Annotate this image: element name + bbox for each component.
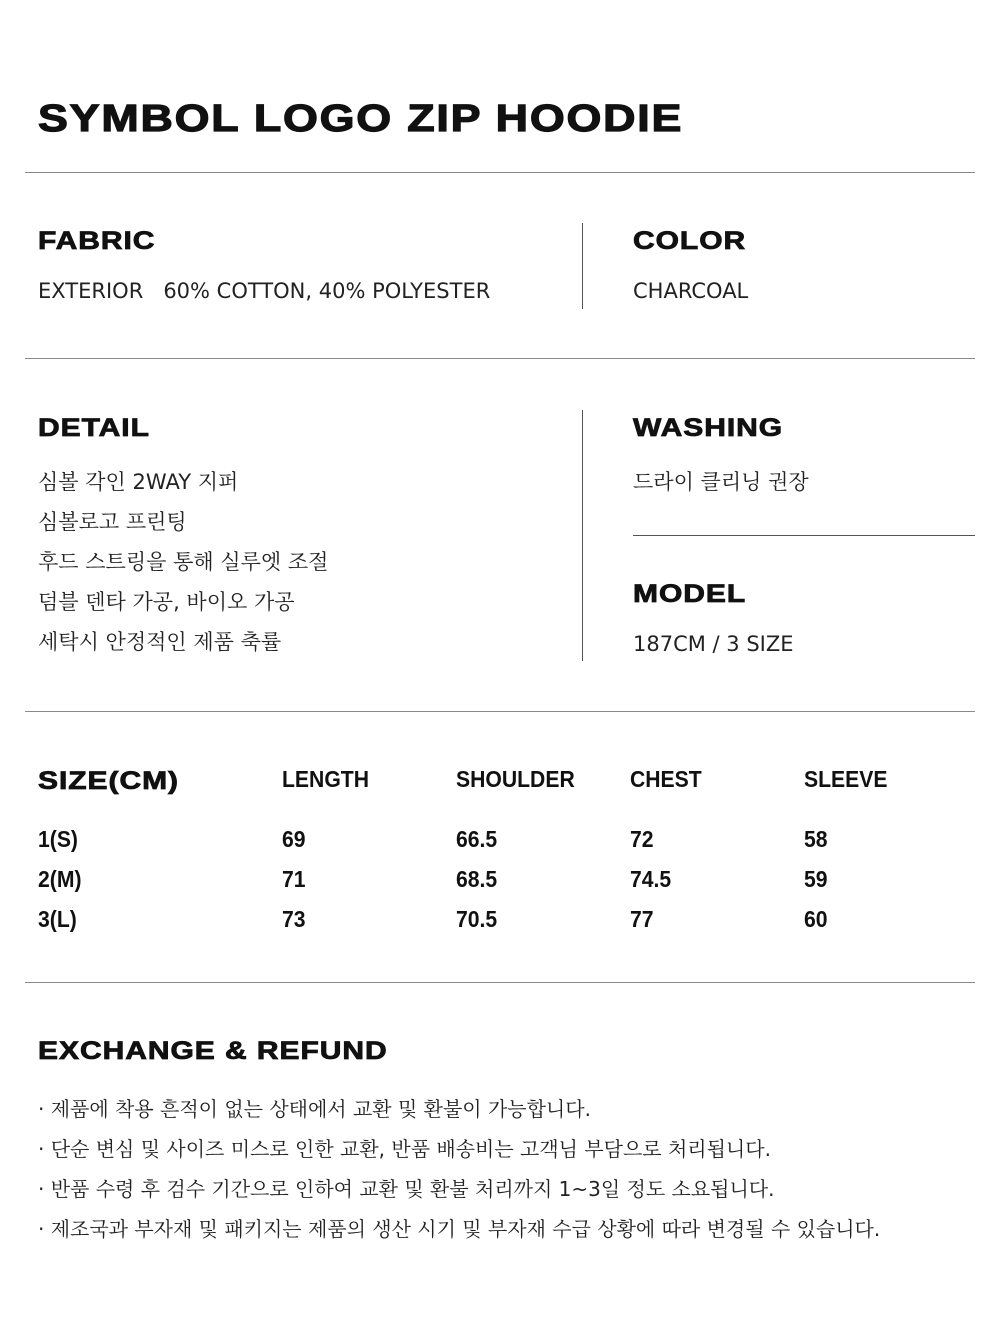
fabric-value: EXTERIOR 60% COTTON, 40% POLYESTER: [38, 279, 491, 303]
table-cell: 68.5: [456, 866, 498, 892]
table-cell: 77: [630, 906, 654, 932]
column-header: LENGTH: [282, 766, 369, 792]
detail-heading: DETAIL: [38, 414, 150, 442]
size-label: 2(M): [38, 866, 82, 892]
list-item: 세탁시 안정적인 제품 축률: [38, 630, 282, 654]
list-item: 심볼 각인 2WAY 지퍼: [38, 470, 239, 494]
table-cell: 72: [630, 826, 654, 852]
list-item: 심볼로고 프린팅: [38, 510, 187, 534]
refund-heading: EXCHANGE & REFUND: [38, 1037, 388, 1065]
list-item: · 반품 수령 후 검수 기간으로 인하여 교환 및 환불 처리까지 1~3일 정도 소요됩니다.: [38, 1177, 775, 1201]
divider: [25, 358, 975, 359]
size-label: 3(L): [38, 906, 77, 932]
model-value: 187CM / 3 SIZE: [633, 632, 794, 656]
table-cell: 60: [804, 906, 828, 932]
size-heading: SIZE(CM): [38, 767, 179, 795]
divider: [633, 535, 975, 536]
washing-heading: WASHING: [633, 414, 784, 442]
table-cell: 69: [282, 826, 306, 852]
color-heading: COLOR: [633, 227, 747, 255]
table-cell: 58: [804, 826, 828, 852]
color-value: CHARCOAL: [633, 279, 749, 303]
column-header: SHOULDER: [456, 766, 575, 792]
column-header: CHEST: [630, 766, 702, 792]
list-item: · 제조국과 부자재 및 패키지는 제품의 생산 시기 및 부자재 수급 상황에 따라 변경될 수 있습니다.: [38, 1217, 881, 1241]
table-cell: 66.5: [456, 826, 498, 852]
column-header: SLEEVE: [804, 766, 888, 792]
detail-list: [38, 466, 558, 666]
table-cell: 71: [282, 866, 306, 892]
divider: [25, 982, 975, 983]
table-cell: 73: [282, 906, 306, 932]
list-item: 후드 스트링을 통해 실루엣 조절: [38, 550, 329, 574]
list-item: · 단순 변심 및 사이즈 미스로 인한 교환, 반품 배송비는 고객님 부담으로 처리됩니다.: [38, 1137, 771, 1161]
list-item: · 제품에 착용 흔적이 없는 상태에서 교환 및 환불이 가능합니다.: [38, 1097, 591, 1121]
list-item: 덤블 덴타 가공, 바이오 가공: [38, 590, 295, 614]
size-label: 1(S): [38, 826, 78, 852]
column-divider: [582, 410, 583, 661]
washing-value: 드라이 클리닝 권장: [633, 470, 809, 494]
table-cell: 74.5: [630, 866, 672, 892]
column-divider: [582, 223, 583, 309]
product-title: SYMBOL LOGO ZIP HOODIE: [38, 98, 684, 140]
model-heading: MODEL: [633, 580, 747, 608]
divider: [25, 711, 975, 712]
table-cell: 59: [804, 866, 828, 892]
fabric-heading: FABRIC: [38, 227, 156, 255]
table-cell: 70.5: [456, 906, 498, 932]
divider: [25, 172, 975, 173]
